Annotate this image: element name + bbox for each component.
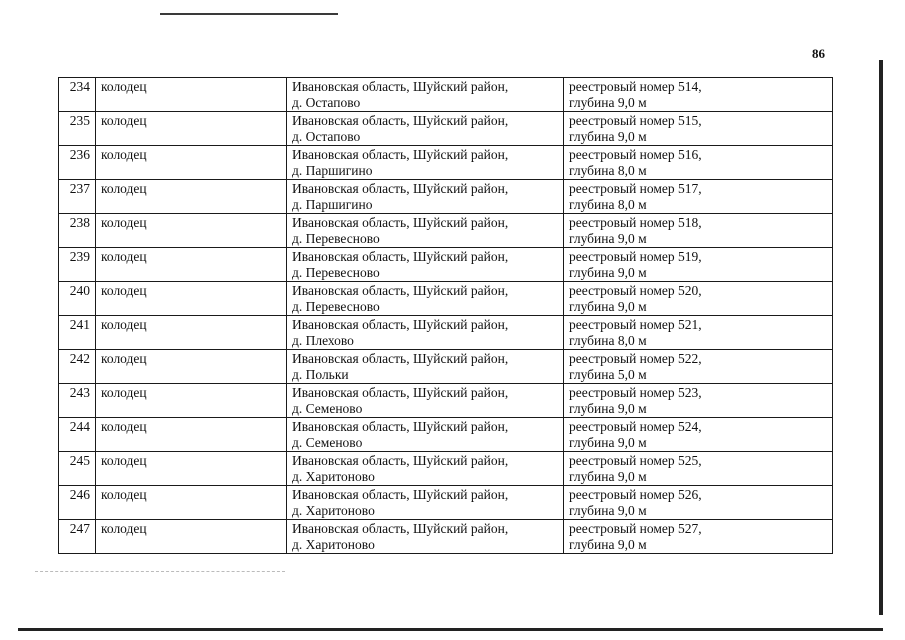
row-number-cell: 243	[59, 384, 96, 418]
address-village: д. Перевесново	[292, 231, 380, 246]
well-depth: глубина 8,0 м	[569, 163, 647, 178]
address-cell	[287, 180, 564, 214]
characteristics-cell	[564, 282, 833, 316]
address-region: Ивановская область, Шуйский район,	[292, 79, 509, 94]
address-region: Ивановская область, Шуйский район,	[292, 385, 509, 400]
well-depth: глубина 8,0 м	[569, 197, 647, 212]
table-row	[59, 316, 833, 350]
object-type-cell: колодец	[96, 486, 287, 520]
table-row	[59, 180, 833, 214]
row-number-cell: 242	[59, 350, 96, 384]
header-rule	[160, 13, 338, 15]
table-row	[59, 418, 833, 452]
address-region: Ивановская область, Шуйский район,	[292, 147, 509, 162]
registry-number: реестровый номер 518,	[569, 215, 702, 230]
scan-edge-bottom	[18, 628, 883, 631]
address-cell	[287, 282, 564, 316]
address-cell	[287, 248, 564, 282]
well-depth: глубина 9,0 м	[569, 401, 647, 416]
address-cell	[287, 520, 564, 554]
table-row	[59, 78, 833, 112]
address-region: Ивановская область, Шуйский район,	[292, 453, 509, 468]
characteristics-cell	[564, 418, 833, 452]
address-village: д. Харитоново	[292, 537, 375, 552]
table-row	[59, 486, 833, 520]
object-type-cell: колодец	[96, 146, 287, 180]
address-village: д. Польки	[292, 367, 349, 382]
registry-number: реестровый номер 524,	[569, 419, 702, 434]
scan-edge-right	[879, 60, 883, 615]
address-region: Ивановская область, Шуйский район,	[292, 419, 509, 434]
object-type-cell: колодец	[96, 282, 287, 316]
row-number-cell: 236	[59, 146, 96, 180]
characteristics-cell	[564, 384, 833, 418]
address-village: д. Паршигино	[292, 197, 373, 212]
registry-number: реестровый номер 519,	[569, 249, 702, 264]
address-region: Ивановская область, Шуйский район,	[292, 249, 509, 264]
table-row	[59, 248, 833, 282]
well-depth: глубина 9,0 м	[569, 265, 647, 280]
object-type-cell: колодец	[96, 214, 287, 248]
table-row	[59, 520, 833, 554]
row-number-cell: 238	[59, 214, 96, 248]
address-region: Ивановская область, Шуйский район,	[292, 317, 509, 332]
object-type-cell: колодец	[96, 520, 287, 554]
address-village: д. Перевесново	[292, 265, 380, 280]
object-type-cell: колодец	[96, 384, 287, 418]
row-number-cell: 246	[59, 486, 96, 520]
well-depth: глубина 9,0 м	[569, 537, 647, 552]
address-cell	[287, 112, 564, 146]
address-village: д. Харитоново	[292, 469, 375, 484]
registry-number: реестровый номер 527,	[569, 521, 702, 536]
table-row	[59, 384, 833, 418]
table-row	[59, 282, 833, 316]
address-region: Ивановская область, Шуйский район,	[292, 181, 509, 196]
address-region: Ивановская область, Шуйский район,	[292, 521, 509, 536]
object-type-cell: колодец	[96, 350, 287, 384]
registry-number: реестровый номер 520,	[569, 283, 702, 298]
registry-number: реестровый номер 516,	[569, 147, 702, 162]
address-cell	[287, 418, 564, 452]
well-depth: глубина 9,0 м	[569, 503, 647, 518]
address-cell	[287, 214, 564, 248]
object-type-cell: колодец	[96, 418, 287, 452]
address-region: Ивановская область, Шуйский район,	[292, 283, 509, 298]
well-depth: глубина 9,0 м	[569, 469, 647, 484]
table-row	[59, 214, 833, 248]
address-region: Ивановская область, Шуйский район,	[292, 113, 509, 128]
characteristics-cell	[564, 180, 833, 214]
row-number-cell: 237	[59, 180, 96, 214]
characteristics-cell	[564, 248, 833, 282]
address-cell	[287, 384, 564, 418]
object-type-cell: колодец	[96, 316, 287, 350]
table-row	[59, 452, 833, 486]
object-type-cell: колодец	[96, 248, 287, 282]
characteristics-cell	[564, 316, 833, 350]
well-depth: глубина 9,0 м	[569, 231, 647, 246]
row-number-cell: 234	[59, 78, 96, 112]
registry-number: реестровый номер 525,	[569, 453, 702, 468]
object-type-cell: колодец	[96, 180, 287, 214]
object-type-cell: колодец	[96, 452, 287, 486]
registry-number: реестровый номер 514,	[569, 79, 702, 94]
row-number-cell: 245	[59, 452, 96, 486]
table-row	[59, 350, 833, 384]
row-number-cell: 241	[59, 316, 96, 350]
well-depth: глубина 8,0 м	[569, 333, 647, 348]
characteristics-cell	[564, 452, 833, 486]
address-village: д. Семеново	[292, 435, 363, 450]
address-region: Ивановская область, Шуйский район,	[292, 487, 509, 502]
address-village: д. Остапово	[292, 129, 361, 144]
address-cell	[287, 78, 564, 112]
well-depth: глубина 9,0 м	[569, 95, 647, 110]
address-region: Ивановская область, Шуйский район,	[292, 351, 509, 366]
well-depth: глубина 9,0 м	[569, 299, 647, 314]
characteristics-cell	[564, 78, 833, 112]
characteristics-cell	[564, 112, 833, 146]
table-row	[59, 112, 833, 146]
registry-number: реестровый номер 522,	[569, 351, 702, 366]
characteristics-cell	[564, 520, 833, 554]
address-village: д. Паршигино	[292, 163, 373, 178]
address-village: д. Остапово	[292, 95, 361, 110]
address-village: д. Перевесново	[292, 299, 380, 314]
row-number-cell: 235	[59, 112, 96, 146]
table-row	[59, 146, 833, 180]
well-depth: глубина 9,0 м	[569, 435, 647, 450]
registry-number: реестровый номер 517,	[569, 181, 702, 196]
row-number-cell: 240	[59, 282, 96, 316]
row-number-cell: 247	[59, 520, 96, 554]
well-depth: глубина 9,0 м	[569, 129, 647, 144]
object-type-cell: колодец	[96, 78, 287, 112]
table-body	[59, 78, 833, 554]
registry-number: реестровый номер 521,	[569, 317, 702, 332]
address-cell	[287, 452, 564, 486]
characteristics-cell	[564, 146, 833, 180]
registry-number: реестровый номер 523,	[569, 385, 702, 400]
scan-artifact-line	[35, 571, 285, 572]
row-number-cell: 244	[59, 418, 96, 452]
address-cell	[287, 350, 564, 384]
object-type-cell: колодец	[96, 112, 287, 146]
address-cell	[287, 486, 564, 520]
row-number-cell: 239	[59, 248, 96, 282]
address-region: Ивановская область, Шуйский район,	[292, 215, 509, 230]
characteristics-cell	[564, 214, 833, 248]
page-number: 86	[812, 46, 825, 61]
address-cell	[287, 146, 564, 180]
address-village: д. Семеново	[292, 401, 363, 416]
wells-registry-table	[58, 77, 833, 554]
address-village: д. Плехово	[292, 333, 354, 348]
registry-number: реестровый номер 515,	[569, 113, 702, 128]
address-cell	[287, 316, 564, 350]
well-depth: глубина 5,0 м	[569, 367, 647, 382]
characteristics-cell	[564, 486, 833, 520]
characteristics-cell	[564, 350, 833, 384]
address-village: д. Харитоново	[292, 503, 375, 518]
registry-number: реестровый номер 526,	[569, 487, 702, 502]
